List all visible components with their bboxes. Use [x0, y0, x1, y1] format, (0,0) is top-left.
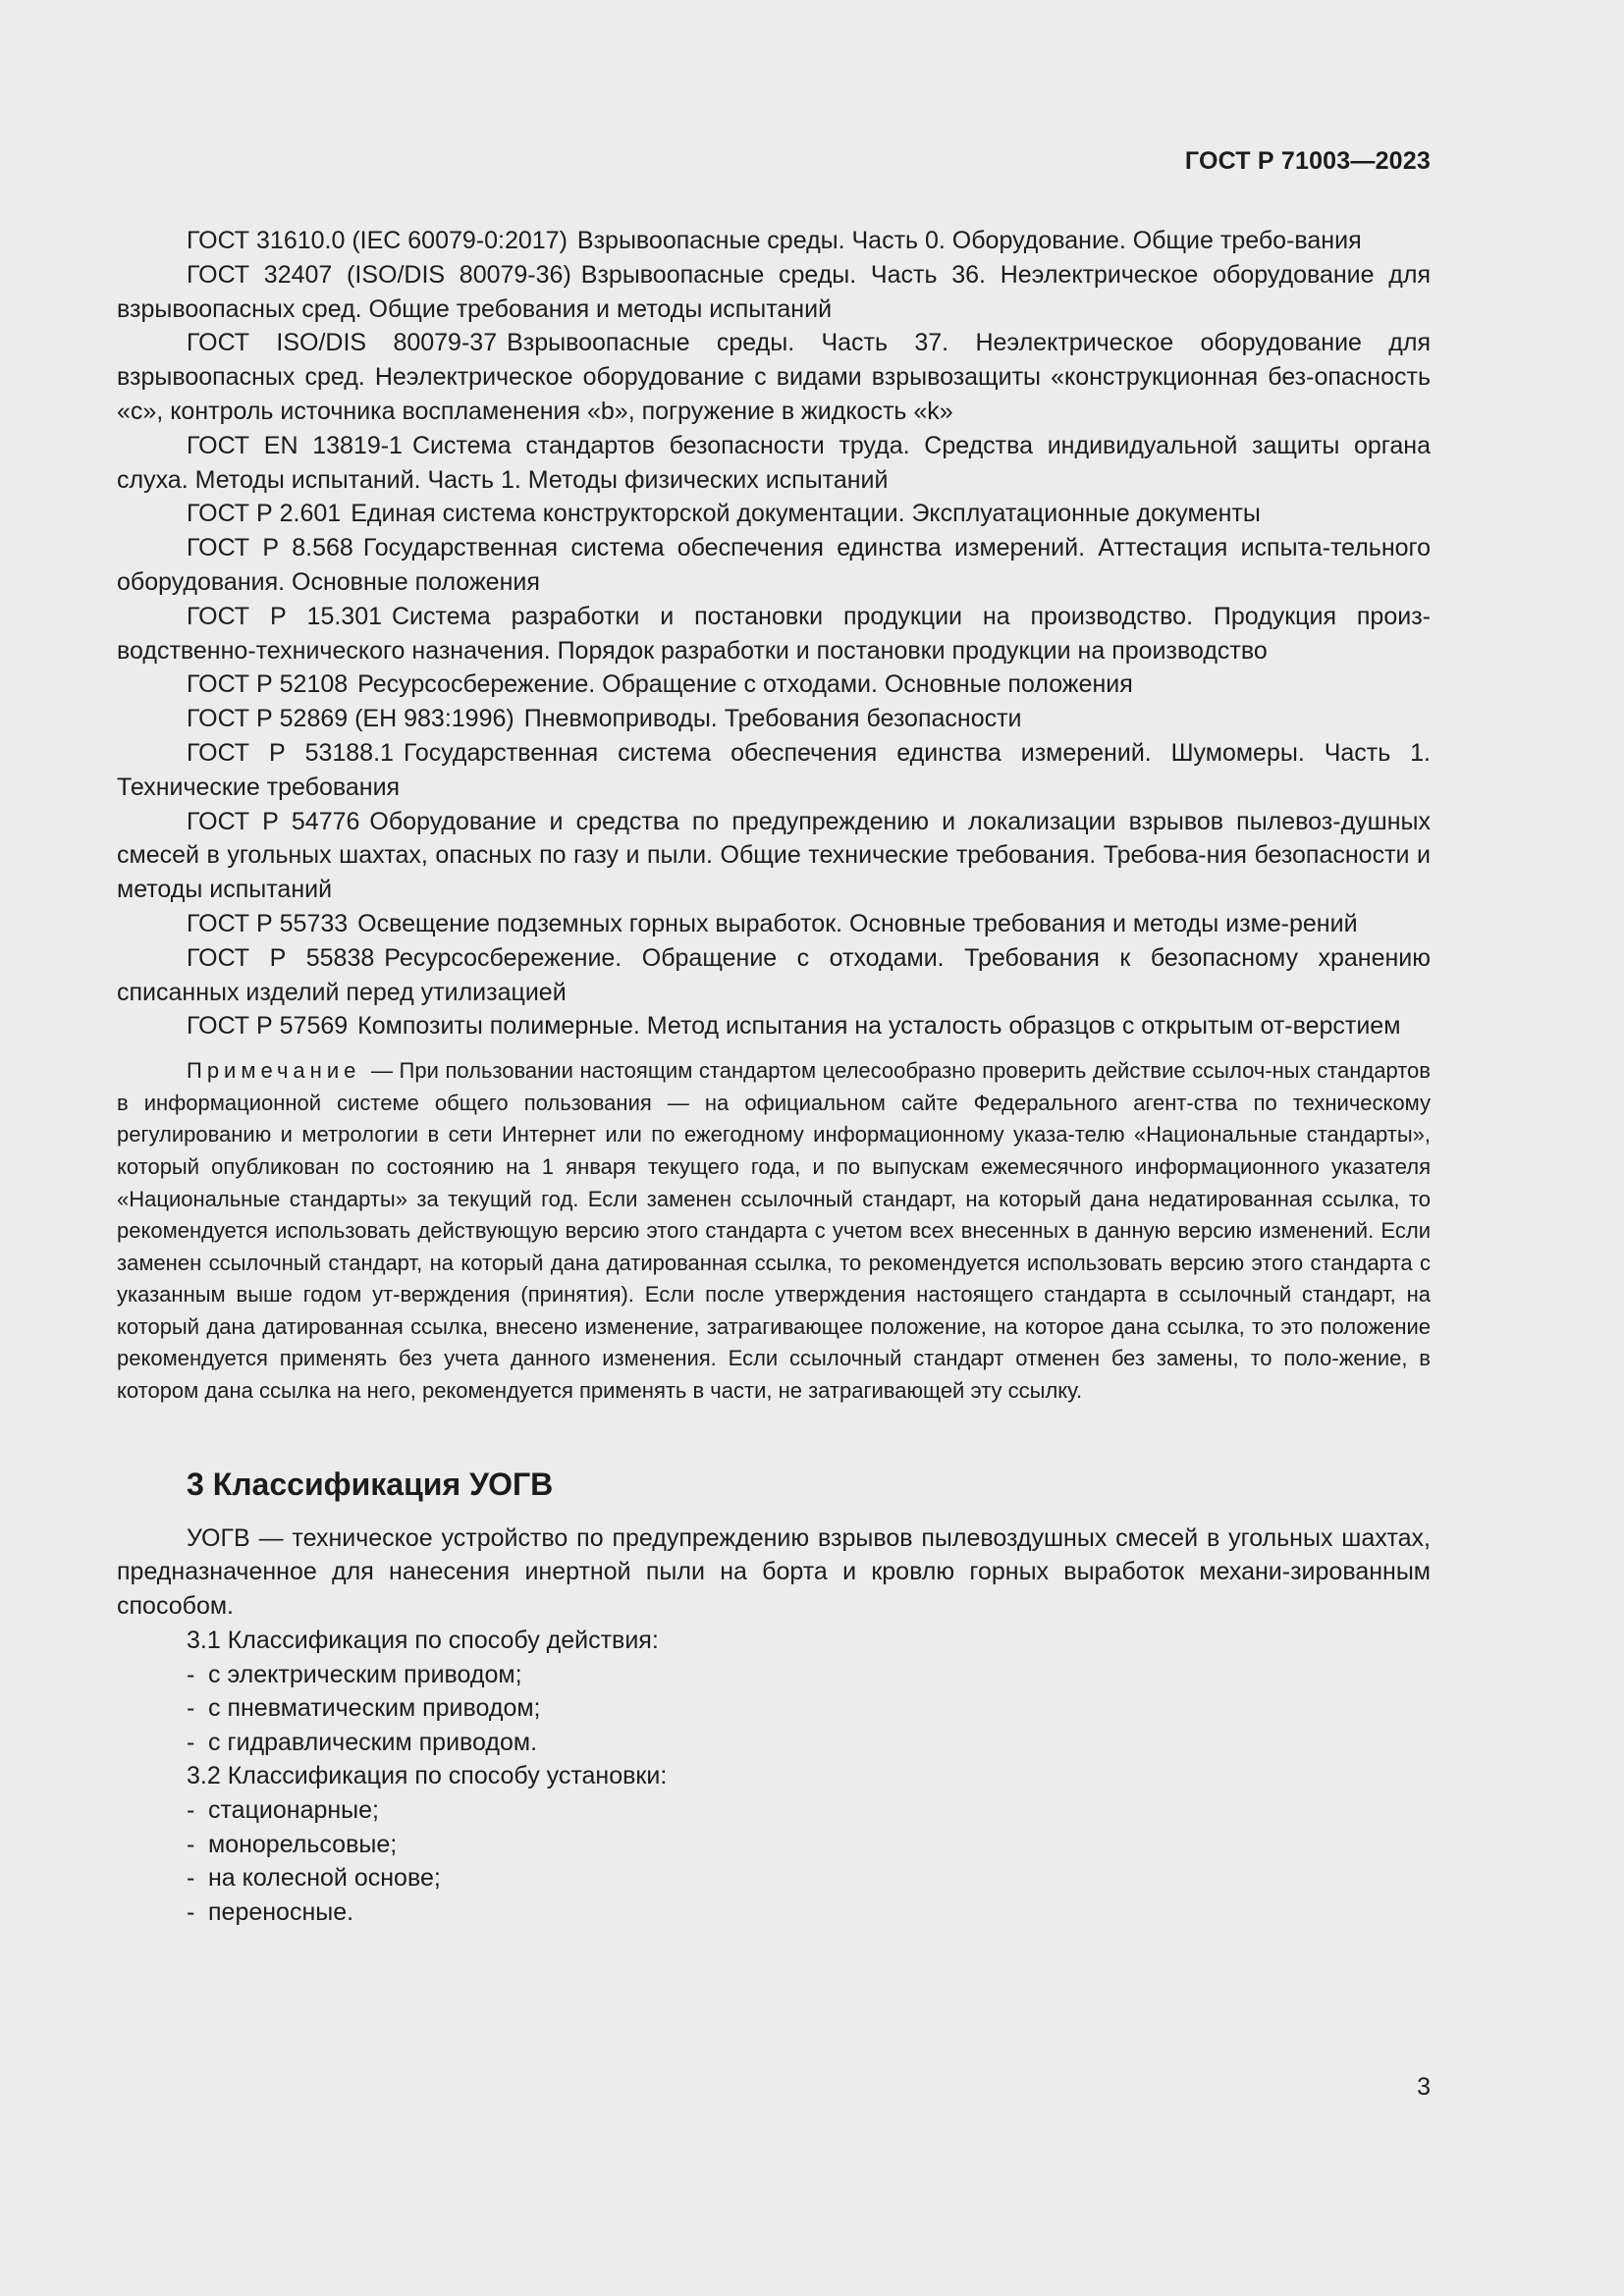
list-item	[117, 1828, 1431, 1862]
reference-item	[117, 805, 1431, 907]
dash-marker: -	[187, 1694, 195, 1723]
reference-code: ГОСТ Р 55838	[187, 943, 375, 972]
reference-item	[117, 497, 1431, 531]
reference-title: Освещение подземных горных выработок. Основные требования и методы изме-рений	[357, 909, 1358, 937]
list-item	[117, 1861, 1431, 1896]
reference-item	[117, 907, 1431, 941]
reference-title: Система стандартов безопасности труда. Средства индивидуальной защиты органа слуха. Методы испытаний. Часть 1. Методы физических испытаний	[117, 431, 1431, 494]
reference-title: Единая система конструкторской документации. Эксплуатационные документы	[351, 500, 1261, 528]
reference-code: ГОСТ ISO/DIS 80079-37	[187, 329, 498, 357]
reference-item	[117, 941, 1431, 1010]
page-number: 3	[1417, 2073, 1431, 2101]
section-heading: 3 Классификация УОГВ	[187, 1466, 554, 1502]
list-item-text: с электрическим приводом;	[208, 1660, 522, 1688]
dash-marker: -	[187, 1830, 195, 1858]
reference-title: Государственная система обеспечения единства измерений. Аттестация испыта-тельного оборудования. Основные положения	[117, 534, 1431, 596]
dash-marker: -	[187, 1728, 195, 1756]
reference-item	[117, 429, 1431, 498]
reference-code: ГОСТ Р 8.568	[187, 534, 353, 562]
list-item-text: монорельсовые;	[208, 1830, 398, 1858]
note-label: Примечание	[187, 1058, 361, 1084]
reference-code: ГОСТ 31610.0 (IEC 60079-0:2017)	[187, 227, 568, 254]
reference-code: ГОСТ EN 13819-1	[187, 431, 403, 459]
reference-title: Композиты полимерные. Метод испытания на усталость образцов с открытым от-верстием	[357, 1012, 1401, 1041]
reference-code: ГОСТ 32407 (ISO/DIS 80079-36)	[187, 260, 571, 289]
reference-code: ГОСТ Р 15.301	[187, 602, 382, 630]
reference-title: Оборудование и средства по предупреждению и локализации взрывов пылевоз-душных смесей в угольных шахтах, опасных по газу и пыли. Общие технические требования. Требова-ния безопасности и методы испытаний	[117, 807, 1431, 904]
list-item	[117, 1726, 1431, 1760]
reference-title: Пневмоприводы. Требования безопасности	[523, 705, 1022, 733]
dash-marker: -	[187, 1660, 195, 1688]
list-item	[117, 1658, 1431, 1692]
note-paragraph	[117, 1055, 1431, 1408]
reference-item	[117, 736, 1431, 805]
dash-marker: -	[187, 1897, 195, 1926]
reference-item	[117, 531, 1431, 600]
reference-title: Государственная система обеспечения единства измерений. Шумомеры. Часть 1. Технические требования	[117, 738, 1431, 801]
list-item-text: с пневматическим приводом;	[208, 1694, 541, 1723]
reference-code: ГОСТ Р 57569	[187, 1012, 349, 1041]
reference-code: ГОСТ Р 55733	[187, 909, 349, 937]
list-item-text: с гидравлическим приводом.	[208, 1728, 538, 1756]
reference-item	[117, 1009, 1431, 1043]
list-item-text: переносные.	[208, 1897, 354, 1926]
note-text: — При пользовании настоящим стандартом целесообразно проверить действие ссылоч-ных стандартов в информационной системе общего пользования — на официальном сайте Федерального агент-ства по техническому регулированию и метрологии в сети Интернет или по ежегодному информационному указа-телю «Национальные стандарты», который опубликован по состоянию на 1 января текущего года, и по выпускам ежемесячного информационного указателя «Национальные стандарты» за текущий год. Если заменен ссылочный стандарт, на который дана недатированная ссылка, то рекомендуется использовать действующую версию этого стандарта с учетом всех внесенных в данную версию изменений. Если заменен ссылочный стандарт, на который дана датированная ссылка, то рекомендуется использовать версию этого стандарта с указанным выше годом ут-верждения (принятия). Если после утверждения настоящего стандарта в ссылочный стандарт, на который дана датированная ссылка, внесено изменение, затрагивающее положение, на которое дана ссылка, то это положение рекомендуется применять без учета данного изменения. Если ссылочный стандарт отменен без замены, то поло-жение, в котором дана ссылка на него, рекомендуется применять в части, не затрагивающей эту ссылку.	[117, 1058, 1431, 1404]
normative-references-list	[117, 224, 1431, 1043]
page-content	[117, 224, 1431, 1929]
reference-code: ГОСТ Р 53188.1	[187, 738, 394, 767]
reference-item	[117, 224, 1431, 258]
reference-code: ГОСТ Р 54776	[187, 807, 360, 835]
list-item	[117, 1896, 1431, 1930]
list-item	[117, 1691, 1431, 1726]
list-item-text: на колесной основе;	[208, 1864, 441, 1893]
reference-item	[117, 667, 1431, 702]
dash-marker: -	[187, 1864, 195, 1893]
list-item-text: стационарные;	[208, 1796, 379, 1825]
reference-code: ГОСТ Р 2.601	[187, 500, 342, 528]
reference-item	[117, 600, 1431, 668]
clause-title: 3.2 Классификация по способу установки:	[187, 1762, 668, 1790]
reference-item	[117, 702, 1431, 736]
reference-title: Ресурсосбережение. Обращение с отходами. Основные положения	[357, 670, 1133, 699]
dash-marker: -	[187, 1796, 195, 1825]
reference-title: Взрывоопасные среды. Часть 37. Неэлектрическое оборудование для взрывоопасных сред. Неэлектрическое оборудование с видами взрывозащиты «конструкционная без-опасность «с», контроль источника воспламенения «b», погружение в жидкость «k»	[117, 329, 1431, 425]
clause-title: 3.1 Классификация по способу действия:	[187, 1627, 659, 1655]
reference-title: Система разработки и постановки продукции на производство. Продукция произ-водственно-технического назначения. Порядок разработки и постановки продукции на производство	[117, 602, 1431, 665]
reference-code: ГОСТ Р 52108	[187, 670, 349, 699]
list-item	[117, 1793, 1431, 1828]
document-code-header: ГОСТ Р 71003—2023	[1184, 147, 1431, 175]
reference-item	[117, 258, 1431, 327]
classification-clause	[117, 1759, 1431, 1929]
reference-title: Взрывоопасные среды. Часть 0. Оборудование. Общие требо-вания	[576, 227, 1362, 254]
reference-title: Взрывоопасные среды. Часть 36. Неэлектрическое оборудование для взрывоопасных сред. Общие требования и методы испытаний	[117, 260, 1431, 323]
section-intro-paragraph: УОГВ — техническое устройство по предупреждению взрывов пылевоздушных смесей в угольных шахтах, предназначенное для нанесения инертной пыли на борта и кровлю горных выработок механи-зированным способом.	[117, 1523, 1431, 1621]
reference-code: ГОСТ Р 52869 (ЕН 983:1996)	[187, 705, 514, 733]
classification-clause	[117, 1624, 1431, 1759]
reference-title: Ресурсосбережение. Обращение с отходами. Требования к безопасному хранению списанных изделий перед утилизацией	[117, 943, 1431, 1006]
reference-item	[117, 326, 1431, 428]
